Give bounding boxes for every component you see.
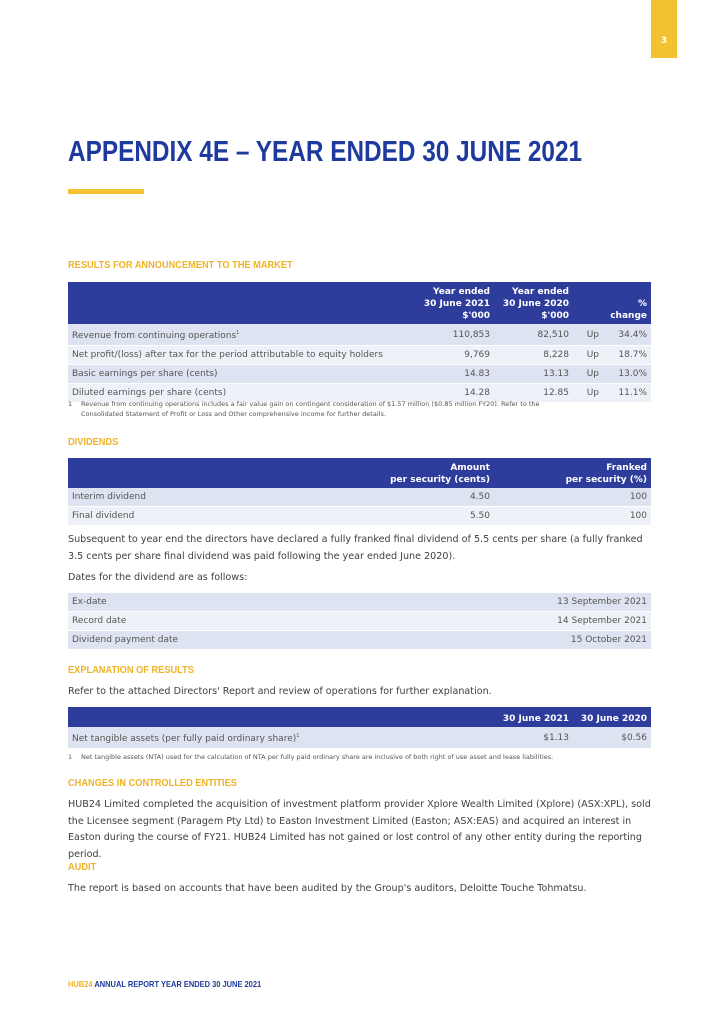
footer: [68, 979, 261, 989]
table-row: [68, 631, 651, 650]
row-label: Diluted earnings per share (cents): [68, 384, 417, 403]
percent-change: 34.4%: [603, 324, 651, 346]
dividends-header-amount: Amount per security (cents): [378, 458, 494, 488]
date-value: 14 September 2021: [368, 612, 651, 631]
nta-header-row: [68, 707, 651, 727]
audit-paragraph: The report is based on accounts that have been audited by the Group's auditors, Deloitte Touche Tohmatsu.: [68, 883, 587, 894]
franked: 100: [494, 488, 651, 507]
table-row: [68, 593, 651, 612]
row-label: Net tangible assets (per fully paid ordinary share)$^1$: [68, 727, 494, 749]
dates-table: [68, 593, 651, 650]
value-2020: 8,228: [494, 346, 573, 365]
page-title: APPENDIX 4E – YEAR ENDED 30 JUNE 2021: [68, 136, 583, 168]
title-underline: [68, 189, 144, 194]
value-2020: 13.13: [494, 365, 573, 384]
results-header-2021: Year ended 30 June 2021 $'000: [417, 282, 494, 324]
dividends-paragraph: Subsequent to year end the directors have declared a fully franked final dividend of 5.5 cents per share (a fully franked 3.5 cents per share final dividend was paid following the year ended June 2020).: [68, 534, 643, 562]
row-label: Net profit/(loss) after tax for the period attributable to equity holders: [68, 346, 417, 365]
dividends-table: [68, 458, 651, 526]
franked: 100: [494, 507, 651, 526]
date-value: 13 September 2021: [368, 593, 651, 612]
value-2021: 14.83: [417, 365, 494, 384]
table-row: [68, 727, 651, 749]
amount: 5.50: [378, 507, 494, 526]
results-table: [68, 282, 651, 403]
results-header-row: [68, 282, 651, 324]
results-heading: RESULTS FOR ANNOUNCEMENT TO THE MARKET: [68, 259, 293, 271]
direction: Up: [573, 324, 603, 346]
page-number-tab: [651, 0, 677, 58]
direction: Up: [573, 384, 603, 403]
row-label: Record date: [68, 612, 368, 631]
explanation-heading: EXPLANATION OF RESULTS: [68, 664, 194, 676]
results-header-2020: Year ended 30 June 2020 $'000: [494, 282, 573, 324]
dividends-heading: DIVIDENDS: [68, 436, 119, 448]
table-row: [68, 507, 651, 526]
table-row: [68, 365, 651, 384]
row-label: Interim dividend: [68, 488, 378, 507]
percent-change: 13.0%: [603, 365, 651, 384]
results-footnote: 1 Revenue from continuing operations includes a fair value gain on contingent consideration of $1.57 million ($0.85 million FY20). Refer to the Consolidated Statement of Profit or Loss and Other comprehensive income for further details.: [68, 400, 540, 418]
explanation-paragraph: Refer to the attached Directors' Report and review of operations for further explanation.: [68, 686, 492, 697]
footer-brand: HUB24: [68, 979, 93, 989]
percent-change: 11.1%: [603, 384, 651, 403]
table-row: [68, 324, 651, 346]
dividends-header-franked: Franked per security (%): [494, 458, 651, 488]
row-label: Revenue from continuing operations$^1$: [68, 324, 417, 346]
row-label: Final dividend: [68, 507, 378, 526]
nta-header-2020: 30 June 2020: [573, 707, 651, 727]
value-2020: $0.56: [573, 727, 651, 749]
amount: 4.50: [378, 488, 494, 507]
changes-paragraph: HUB24 Limited completed the acquisition of investment platform provider Xplore Wealth Limited (Xplore) (ASX:XPL), sold the Licensee segment (Paragem Pty Ltd) to Easton Investment Limited (Easton; ASX:EAS) and acquired an interest in Easton during the course of FY21. HUB24 Limited has not gained or lost control of any other entity during the reporting period.: [68, 799, 651, 860]
row-label: Basic earnings per share (cents): [68, 365, 417, 384]
nta-header-2021: 30 June 2021: [494, 707, 573, 727]
dividends-header-row: [68, 458, 651, 488]
row-label: Ex-date: [68, 593, 368, 612]
value-2021: 14.28: [417, 384, 494, 403]
direction: Up: [573, 365, 603, 384]
date-value: 15 October 2021: [368, 631, 651, 650]
table-row: [68, 488, 651, 507]
value-2021: $1.13: [494, 727, 573, 749]
dates-intro: Dates for the dividend are as follows:: [68, 572, 248, 583]
audit-heading: AUDIT: [68, 861, 97, 873]
table-row: [68, 346, 651, 365]
value-2021: 110,853: [417, 324, 494, 346]
value-2020: 12.85: [494, 384, 573, 403]
nta-table: [68, 707, 651, 749]
value-2020: 82,510: [494, 324, 573, 346]
changes-heading: CHANGES IN CONTROLLED ENTITIES: [68, 777, 237, 789]
results-header-change: % change: [603, 282, 651, 324]
percent-change: 18.7%: [603, 346, 651, 365]
nta-footnote: 1 Net tangible assets (NTA) used for the calculation of NTA per fully paid ordinary share are inclusive of both right of use asset and lease liabilities.: [68, 753, 554, 761]
page-number: 3: [660, 36, 668, 46]
table-row: [68, 612, 651, 631]
value-2021: 9,769: [417, 346, 494, 365]
direction: Up: [573, 346, 603, 365]
row-label: Dividend payment date: [68, 631, 368, 650]
footer-text: ANNUAL REPORT YEAR ENDED 30 JUNE 2021: [94, 979, 262, 989]
